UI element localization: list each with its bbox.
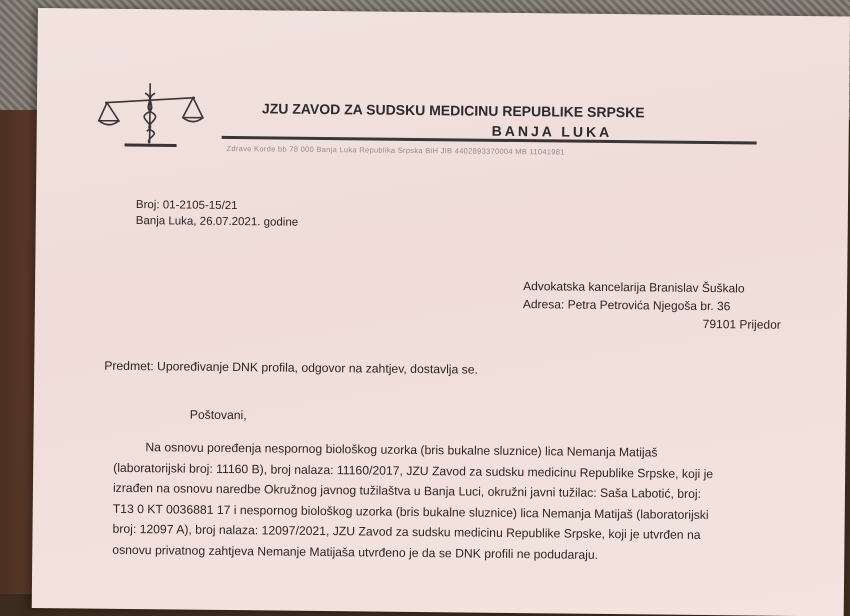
scales-caduceus-logo: [96, 79, 207, 158]
body-paragraph: [112, 437, 713, 566]
org-address: Zdrave Korde bb 78 000 Banja Luka Republika Srpska BiH JIB 4402893370004 MB 11041981: [226, 143, 565, 157]
org-name: JZU ZAVOD ZA SUDSKU MEDICINU REPUBLIKE SRPSKE: [261, 100, 645, 121]
place-date: Banja Luka, 26.07.2021. godine: [135, 215, 299, 229]
recipient-name: Advokatska kancelarija Branislav Šuškalo: [523, 279, 745, 296]
body-line: Na osnovu poređenja nespornog biološkog uzorka (bris bukalne sluznice) lica Nemanja Matijaš: [145, 440, 658, 460]
body-line: T13 0 KT 0036881 17 i nespornog biološkog uzorka (bris bukalne sluznice) lica Nemanja Matijaš (laboratorijski: [112, 501, 709, 522]
salutation: Poštovani,: [189, 407, 247, 423]
header-rule: [222, 136, 757, 145]
body-line: osnovu privatnog zahtjeva Nemanje Matijaša utvrđeno je da se DNK profili ne podudaraju.: [112, 542, 599, 562]
body-line: izrađen na osnovu naredbe Okružnog javnog tužilaštva u Banja Luci, okružni javni tužilac: Saša Labotić, broj:: [112, 480, 702, 501]
body-line: (laboratorijski broj: 11160 B), broj nalaza: 11160/2017, JZU Zavod za sudsku medicinu Republike Srpske, koji je: [113, 460, 714, 481]
recipient-city: 79101 Prijedor: [702, 316, 781, 332]
document-page: [32, 8, 850, 616]
recipient-address: Adresa: Petra Petrovića Njegoša br. 36: [522, 297, 731, 314]
org-city: BANJA LUKA: [491, 122, 613, 141]
body-line: broj: 12097 A), broj nalaza: 12097/2021, JZU Zavod za sudsku medicinu Republike Srpske, koji je utvrđen na: [112, 521, 701, 542]
subject-line: Predmet: Upoređivanje DNK profila, odgovor na zahtjev, dostavlja se.: [104, 358, 479, 377]
reference-number: Broj: 01-2105-15/21: [135, 199, 238, 213]
